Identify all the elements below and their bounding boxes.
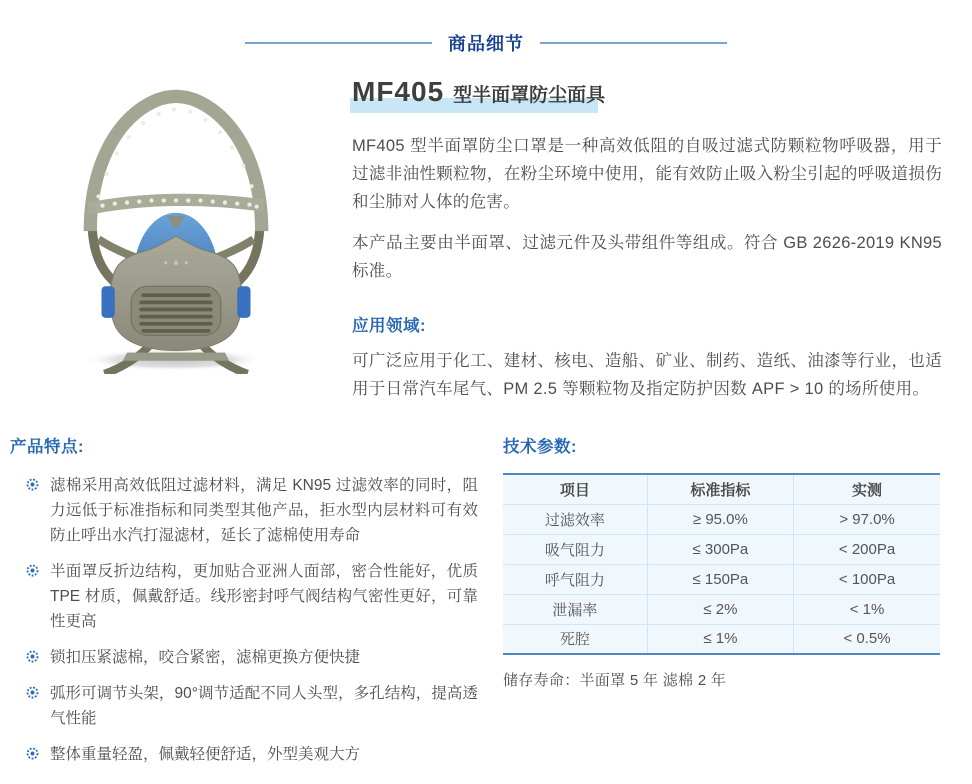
spec-cell: ≤ 300Pa [647,534,793,564]
header-rule-right [540,42,727,44]
bottom-columns [0,433,972,778]
bullet-target-icon [26,747,39,760]
bullet-target-icon [26,564,39,577]
feature-text: 弧形可调节头架，90°调节适配不同人头型，多孔结构，提高透气性能 [50,685,478,727]
bullet-target-icon [26,650,39,663]
intro-column [352,74,956,403]
section-header [0,0,972,56]
bullet-target-icon [26,478,39,491]
application-text: 可广泛应用于化工、建材、核电、造船、矿业、制药、造纸、油漆等行业，也适用于日常汽车尾气、PM 2.5 等颗粒物及指定防护因数 APF > 10 的场所使用。 [352,352,942,398]
feature-item [10,645,478,670]
storage-life-note: 储存寿命：半面罩 5 年 滤棉 2 年 [503,672,727,689]
feature-text: 滤棉采用高效低阻过滤材料，满足 KN95 过滤效率的同时，阻力远低于标准指标和同类型其他产品，拒水型内层材料可有效防止呼出水汽打湿滤材，延长了滤棉使用寿命 [50,477,478,544]
section-title: 商品细节 [448,34,524,54]
application-heading: 应用领域: [352,317,426,335]
spec-cell: ≤ 1% [647,624,793,654]
spec-col-header: 实测 [794,474,940,504]
top-area [0,74,972,403]
clip-left [102,286,115,318]
spec-table-row [503,594,940,624]
product-title [352,76,605,108]
feature-item [10,559,478,634]
feature-text: 整体重量轻盈，佩戴轻便舒适，外型美观大方 [50,746,361,763]
spec-cell: < 100Pa [794,564,940,594]
spec-table-header-row [503,474,940,504]
feature-text: 半面罩反折边结构，更加贴合亚洲人面部，密合性能好，优质 TPE 材质，佩戴舒适。线形密封呼气阀结构气密性更好，可靠性更高 [50,563,478,630]
feature-text: 锁扣压紧滤棉，咬合紧密，滤棉更换方便快捷 [50,649,361,666]
features-heading: 产品特点: [10,438,84,456]
spec-cell: 泄漏率 [503,594,647,624]
spec-cell: < 0.5% [794,624,940,654]
specs-heading: 技术参数: [503,438,577,456]
spec-col-header: 标准指标 [647,474,793,504]
header-rule-left [245,42,432,44]
spec-table-row [503,564,940,594]
spec-table [503,473,940,655]
feature-item [10,742,478,767]
description-paragraph: 本产品主要由半面罩、过滤元件及头带组件等组成。符合 GB 2626-2019 KN95 标准。 [352,234,942,280]
respirator-mask-illustration [50,76,302,374]
harness-top-band [90,96,261,231]
specs-section [503,433,955,778]
features-section [10,433,478,778]
clip-right [237,286,250,318]
bullet-target-icon [26,686,39,699]
spec-cell: ≤ 150Pa [647,564,793,594]
spec-cell: 呼气阻力 [503,564,647,594]
spec-table-row [503,624,940,654]
description-paragraph: MF405 型半面罩防尘口罩是一种高效低阻的自吸过滤式防颗粒物呼吸器，用于过滤非油性颗粒物，在粉尘环境中使用，能有效防止吸入粉尘引起的呼吸道损伤和尘肺对人体的危害。 [352,137,942,211]
feature-item [10,473,478,548]
spec-cell: ≤ 2% [647,594,793,624]
spec-table-row [503,504,940,534]
product-title-suffix: 型半面罩防尘面具 [453,85,606,106]
spec-col-header: 项目 [503,474,647,504]
product-model: MF405 [352,76,445,107]
spec-cell: < 1% [794,594,940,624]
spec-cell: 吸气阻力 [503,534,647,564]
spec-cell: ≥ 95.0% [647,504,793,534]
spec-table-row [503,534,940,564]
feature-item [10,681,478,731]
spec-cell: > 97.0% [794,504,940,534]
spec-cell: < 200Pa [794,534,940,564]
product-image [0,74,352,403]
spec-cell: 过滤效率 [503,504,647,534]
spec-cell: 死腔 [559,631,590,649]
